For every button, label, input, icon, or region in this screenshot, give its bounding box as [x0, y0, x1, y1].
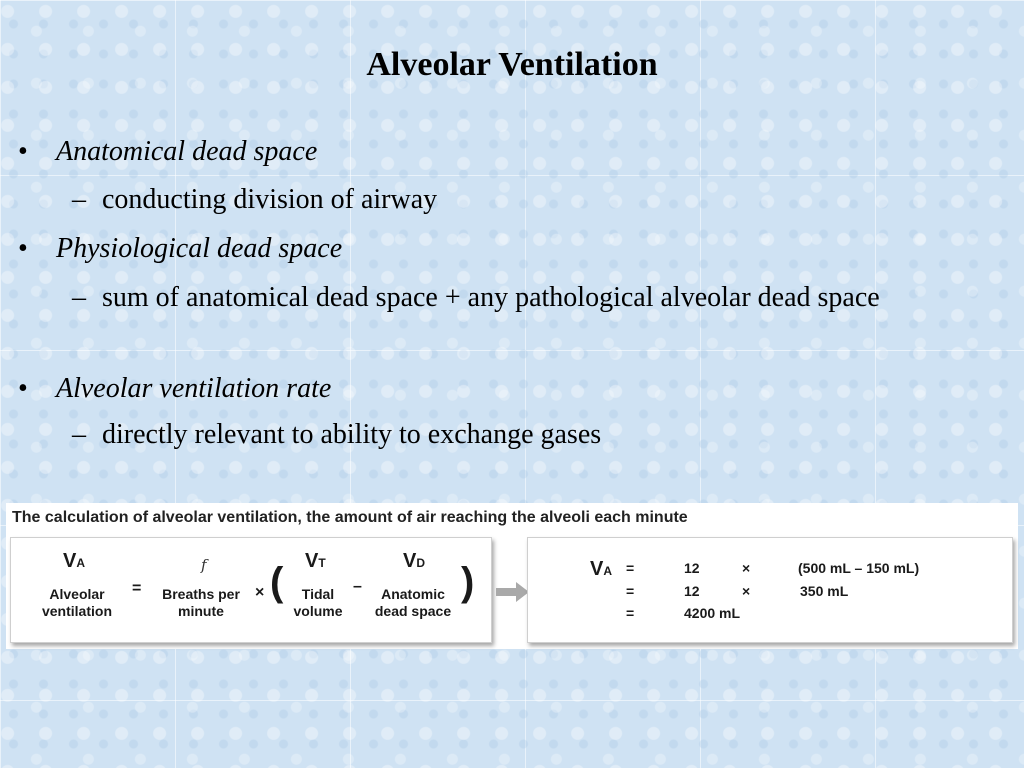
calc-result: 4200 mL [684, 605, 741, 621]
sub-bullet-text: conducting division of airway [102, 184, 438, 215]
dash-mark: – [72, 419, 86, 450]
calc-value: 12 [684, 560, 700, 576]
bullet-mark: • [18, 233, 28, 264]
vd-symbol: VD [403, 550, 426, 572]
calc-operator: × [742, 583, 751, 599]
calc-equals: = [626, 605, 635, 621]
bullet-text: Alveolar ventilation rate [56, 373, 332, 404]
calculation-panel [527, 537, 1013, 643]
bullet-mark: • [18, 373, 28, 404]
bullet-mark: • [18, 136, 28, 167]
tidal-volume-label: Tidal volume [293, 586, 343, 619]
vt-symbol: VT [305, 550, 326, 572]
figure-caption: The calculation of alveolar ventilation, the amount of air reaching the alveoli each minute [12, 509, 688, 526]
bullet-text: Physiological dead space [56, 233, 343, 264]
anatomic-dead-space-label: Anatomic dead space [374, 586, 452, 619]
calc-expression: (500 mL – 150 mL) [798, 560, 920, 576]
calc-equals: = [626, 560, 635, 576]
breaths-per-minute-label: Breaths per minute [162, 586, 240, 619]
va-subscript: A [76, 556, 86, 570]
vd-subscript: D [416, 556, 426, 570]
alveolar-ventilation-label: Alveolar ventilation [41, 586, 112, 619]
slide-title: Alveolar Ventilation [366, 46, 658, 83]
calc-value: 12 [684, 583, 700, 599]
alveolar-ventilation-figure [6, 503, 1018, 649]
calc-equals: = [626, 583, 635, 599]
vt-subscript: T [318, 556, 326, 570]
calc-expression: 350 mL [800, 583, 849, 599]
f-symbol: f [201, 556, 207, 574]
close-paren: ) [461, 560, 475, 604]
equals-sign: = [132, 580, 142, 597]
dash-mark: – [72, 184, 86, 215]
calc-va-symbol: VA [590, 558, 613, 580]
formula-panel [10, 537, 492, 643]
sub-bullet-text: directly relevant to ability to exchange gases [102, 419, 602, 450]
dash-mark: – [72, 282, 86, 313]
va-symbol: VA [63, 550, 86, 572]
times-sign: × [255, 584, 265, 601]
calc-va-subscript: A [603, 564, 613, 578]
right-arrow-icon [496, 581, 530, 603]
minus-sign: – [353, 578, 362, 595]
calc-operator: × [742, 560, 751, 576]
bullet-text: Anatomical dead space [56, 136, 318, 167]
sub-bullet-text: sum of anatomical dead space + any pathological alveolar dead space [102, 282, 880, 313]
open-paren: ( [270, 560, 284, 604]
